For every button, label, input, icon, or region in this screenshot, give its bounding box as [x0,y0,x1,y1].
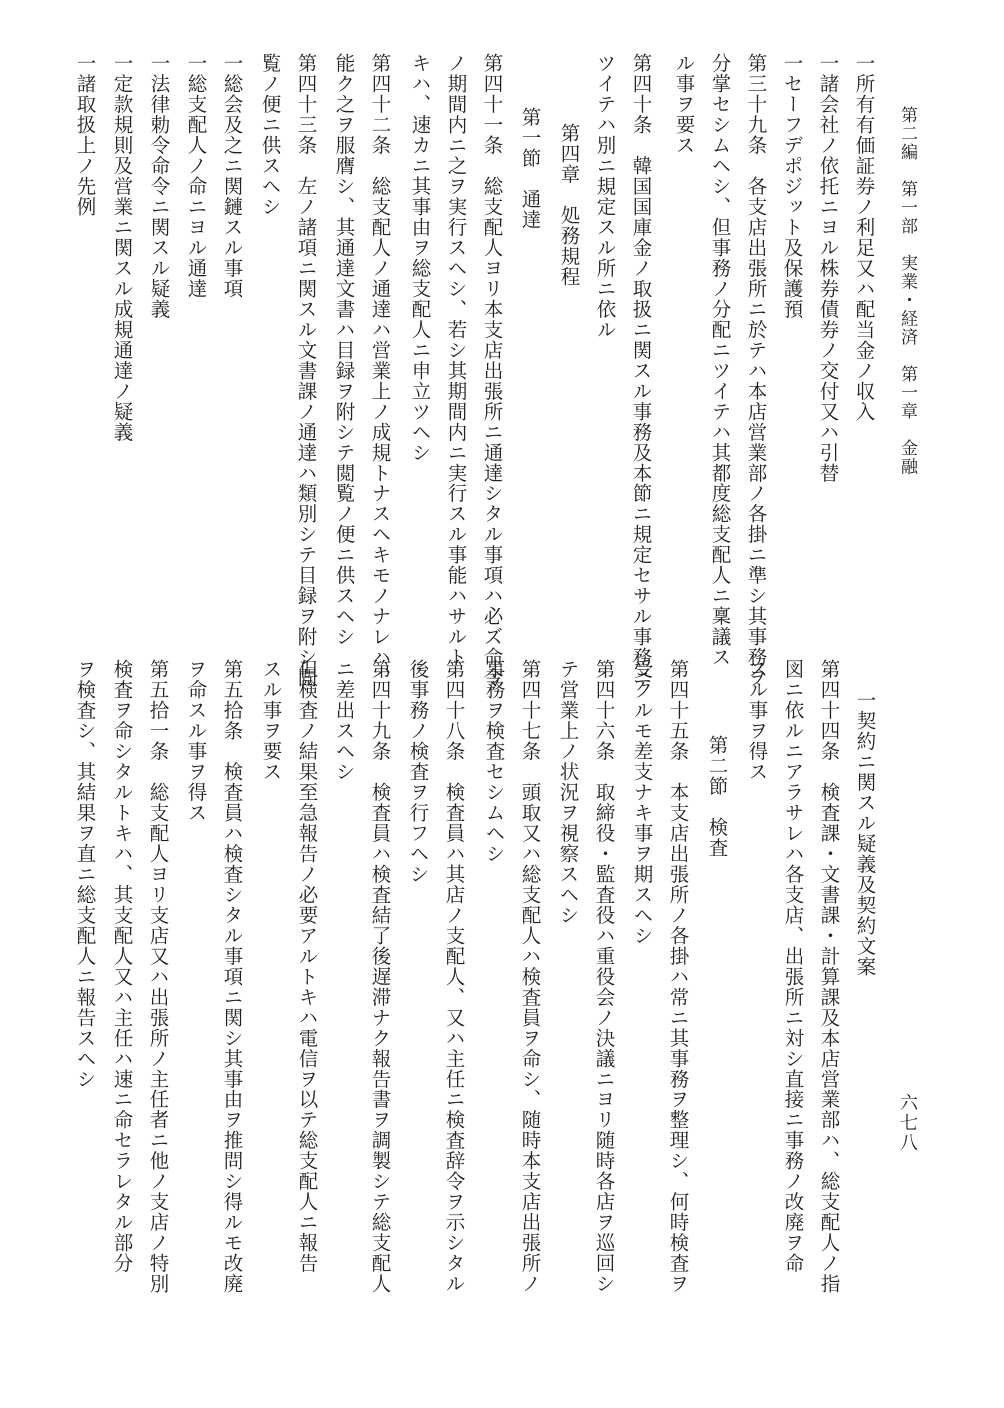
article-heading: 第四十五条 本支店出張所ノ各掛ハ常ニ其事務ヲ整理シ、何時検査ヲ [666,659,690,1294]
text-line: 能ク之ヲ服膺シ、其通達文書ハ目録ヲ附シテ閲覧ノ便ニ供スヘシ [332,53,356,647]
text-line: キハ、速カニ其事由ヲ総支配人ニ申立ツヘシ [408,53,432,463]
article-heading: 第五拾一条 総支配人ヨリ支店又ハ出張所ノ主任者ニ他ノ支店ノ特別 [146,659,170,1294]
text-line: スル事ヲ要ス [259,659,283,782]
text-line: ニ差出スヘシ [332,659,356,782]
text-line: 一所有有価証券ノ利足又ハ配当金ノ収入 [852,53,876,422]
text-line: 一諸会社ノ依托ニヨル株券債券ノ交付又ハ引替 [816,53,840,484]
page-number: 六七八 [897,1093,918,1153]
text-line: 覧ノ便ニ供スヘシ [258,53,282,217]
article-heading: 第四十条 韓国国庫金ノ取扱ニ関スル事務及本節ニ規定セサル事務ニ [629,53,653,688]
section-heading: 第二節 検査 [705,735,729,858]
chapter-heading: 第四章 処務規程 [557,123,581,287]
text-line: スル事ヲ得ス [745,659,769,782]
article-heading: 第四十八条 検査員ハ其店ノ支配人、又ハ主任ニ検査辞令ヲ示シタル [442,659,466,1294]
text-line: テ営業上ノ状況ヲ視察スヘシ [556,659,580,926]
list-item: 一総会及之ニ関鏈スル事項 [220,53,244,299]
list-item: 一定款規則及営業ニ関スル成規通達ノ疑義 [110,53,134,443]
text-line: 分掌セシムヘシ、但事務ノ分配ニツイテハ其都度総支配人ニ稟議ス [708,53,732,668]
article-heading: 第四十六条 取締役・監査役ハ重役会ノ決議ニヨリ随時各店ヲ巡回シ [592,659,616,1294]
list-item: 一総支配人ノ命ニヨル通達 [184,53,208,299]
section-heading: 第一節 通達 [518,107,542,230]
text-line: ヲ命スル事ヲ得ス [184,659,208,823]
text-line: ル事ヲ要ス [672,53,696,156]
article-heading: 第四十一条 総支配人ヨリ本支店出張所ニ通達シタル事項ハ必ズ命令 [480,53,504,688]
article-heading: 第四十七条 頭取又ハ総支配人ハ検査員ヲ命シ、随時本支店出張所ノ [518,659,542,1294]
text-line: 検査ヲ命シタルトキハ、其支配人又ハ主任ハ速ニ命セラレタル部分 [110,659,134,1274]
list-item: 一契約ニ関スル疑義及契約文案 [853,690,877,977]
article-heading: 第四十九条 検査員ハ検査結了後遅滞ナク報告書ヲ調製シテ総支配人 [368,659,392,1294]
article-heading: 第五拾条 検査員ハ検査シタル事項ニ関シ其事由ヲ推問シ得ルモ改廃 [220,659,244,1294]
text-line: 一セーフデポジット及保護預 [780,53,804,320]
article-heading: 第四十二条 総支配人ノ通達ハ営業上ノ成規トナスヘキモノナレハ、 [368,53,392,688]
article-heading: 第三十九条 各支店出張所ニ於テハ本店営業部ノ各掛ニ準シ其事務ヲ [744,53,768,688]
text-line: 後事務ノ検査ヲ行フヘシ [406,659,430,885]
text-line: 受クルモ差支ナキ事ヲ期スヘシ [630,659,654,946]
list-item: 一諸取扱上ノ先例 [73,53,97,217]
text-line: 図ニ依ルニアラサレハ各支店、出張所ニ対シ直接ニ事務ノ改廃ヲ命 [781,659,805,1274]
text-line: ツイテハ別ニ規定スル所ニ依ル [593,53,617,340]
article-heading: 第四十三条 左ノ諸項ニ関スル文書課ノ通達ハ類別シテ目録ヲ附シ閲 [294,53,318,688]
text-line: ヲ検査シ、其結果ヲ直ニ総支配人ニ報告スヘシ [73,659,97,1090]
article-heading: 第四十四条 検査課・文書課・計算課及本店営業部ハ、総支配人ノ指 [817,659,841,1294]
text-line: 但検査ノ結果至急報告ノ必要アルトキハ電信ヲ以テ総支配人ニ報告 [295,659,319,1274]
text-line: 事務ヲ検査セシムヘシ [482,659,506,864]
list-item: 一法律勅令命令ニ関スル疑義 [147,53,171,320]
text-line: ノ期間内ニ之ヲ実行スヘシ、若シ其期間内ニ実行スル事能ハサルト [444,53,468,668]
running-header: 第二編 第一部 実業・経済 第一章 金融 [897,106,917,476]
